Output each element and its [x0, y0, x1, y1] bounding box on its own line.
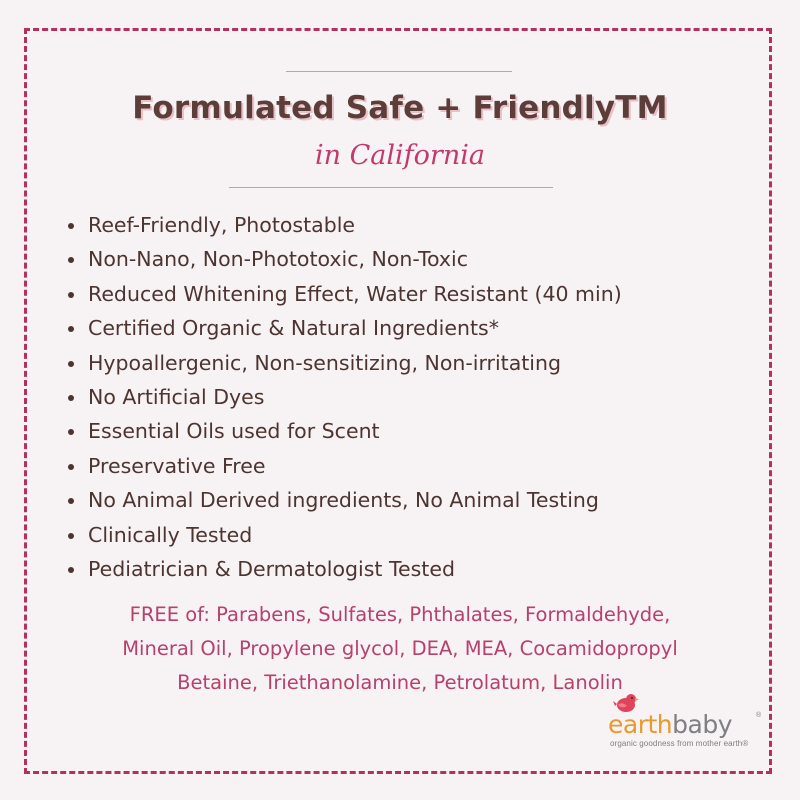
feature-text: Hypoallergenic, Non-sensitizing, Non-irritating [88, 350, 562, 375]
bullet-icon [68, 567, 74, 573]
list-item [66, 449, 622, 483]
bullet-icon [68, 361, 74, 367]
bullet-icon [68, 292, 74, 298]
list-item [66, 277, 622, 311]
logo-registered-mark: ® [756, 712, 762, 719]
bullet-icon [68, 464, 74, 470]
logo-wordmark [608, 710, 732, 739]
free-of-line: Betaine, Triethanolamine, Petrolatum, Lanolin [177, 671, 623, 694]
free-of-line: Mineral Oil, Propylene glycol, DEA, MEA, Cocamidopropyl [122, 637, 678, 660]
list-item [66, 483, 622, 517]
list-item [66, 208, 622, 242]
logo-baby-text: baby [672, 710, 732, 739]
bullet-icon [68, 395, 74, 401]
list-item [66, 242, 622, 276]
feature-text: Certified Organic & Natural Ingredients* [88, 316, 499, 341]
bullet-icon [68, 257, 74, 263]
top-divider [286, 71, 512, 72]
feature-text: Preservative Free [88, 453, 266, 478]
subtitle: in California [315, 140, 485, 171]
free-of-statement [40, 598, 760, 700]
feature-text: Pediatrician & Dermatologist Tested [88, 556, 455, 581]
list-item [66, 552, 622, 586]
bullet-icon [68, 429, 74, 435]
page-title: Formulated Safe + FriendlyTM [132, 90, 668, 126]
bullet-icon [68, 326, 74, 332]
free-of-line: FREE of: Parabens, Sulfates, Phthalates, Formaldehyde, [129, 603, 671, 626]
feature-list [66, 208, 622, 586]
feature-text: Reef-Friendly, Photostable [88, 213, 356, 237]
list-item [66, 414, 622, 448]
feature-text: Reduced Whitening Effect, Water Resistant (40 min) [88, 281, 622, 306]
feature-text: Clinically Tested [88, 522, 253, 547]
list-item [66, 518, 622, 552]
feature-text: Essential Oils used for Scent [88, 419, 380, 444]
feature-text: No Artificial Dyes [88, 384, 265, 409]
bullet-icon [68, 223, 74, 229]
list-item [66, 346, 622, 380]
feature-text: Non-Nano, Non-Phototoxic, Non-Toxic [88, 247, 468, 272]
bottom-divider [229, 187, 553, 188]
earthbaby-logo [598, 704, 773, 752]
list-item [66, 380, 622, 414]
logo-earth-text: earth [608, 710, 673, 739]
bullet-icon [68, 533, 74, 539]
bullet-icon [68, 498, 74, 504]
logo-tagline: organic goodness from mother earth® [610, 739, 749, 748]
list-item [66, 311, 622, 345]
feature-text: No Animal Derived ingredients, No Animal Testing [88, 488, 599, 513]
